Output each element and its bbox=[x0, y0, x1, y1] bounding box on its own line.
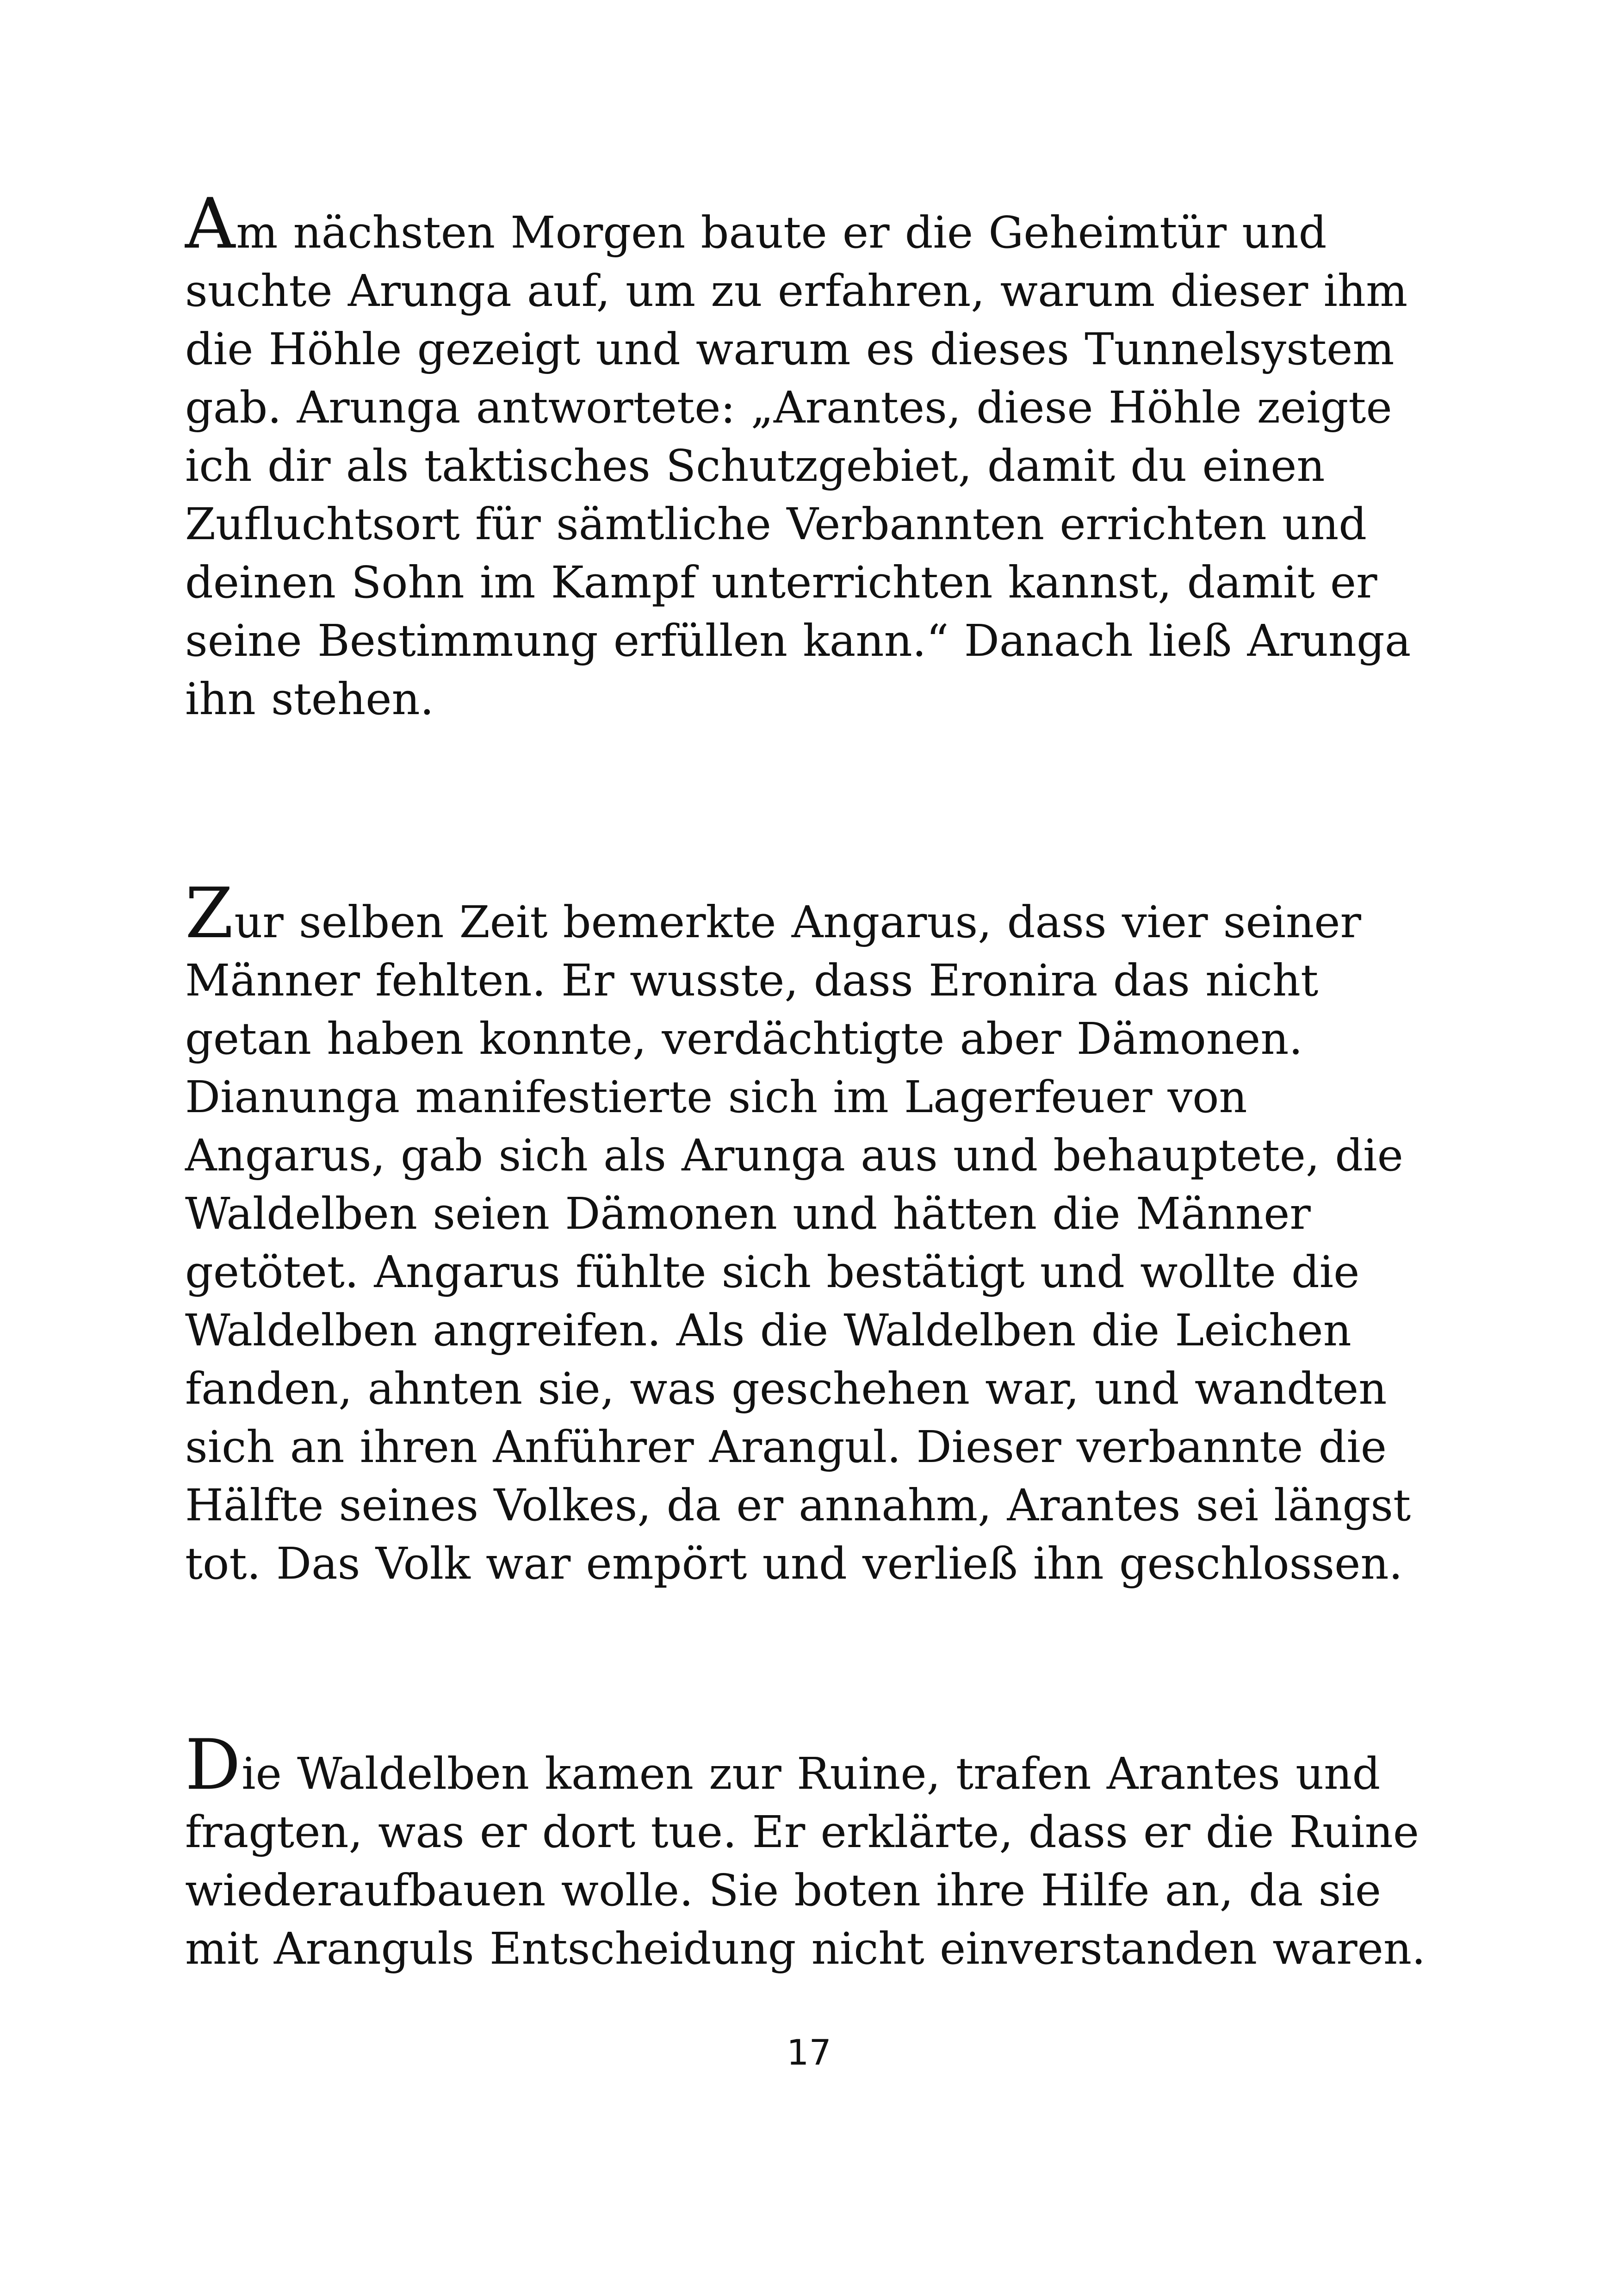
paragraph-line: Hälfte seines Volkes, da er annahm, Arantes sei längst bbox=[185, 1480, 1411, 1531]
paragraph-line: gab. Arunga antwortete: „Arantes, diese Höhle zeigte bbox=[185, 382, 1392, 433]
paragraph-line: getötet. Angarus fühlte sich bestätigt und wollte die bbox=[185, 1247, 1360, 1298]
paragraph-line: Waldelben angreifen. Als die Waldelben die Leichen bbox=[185, 1305, 1351, 1356]
paragraph-line: Waldelben seien Dämonen und hätten die Männer bbox=[185, 1188, 1311, 1239]
line-text: m nächsten Morgen baute er die Geheimtür und bbox=[236, 207, 1327, 258]
drop-cap-initial: Z bbox=[185, 873, 234, 954]
paragraph-line: fragten, was er dort tue. Er erklärte, dass er die Ruine bbox=[185, 1807, 1419, 1858]
paragraph-line: ich dir als taktisches Schutzgebiet, damit du einen bbox=[185, 441, 1325, 492]
paragraph-2 bbox=[185, 873, 1462, 1593]
paragraph-line bbox=[185, 184, 1462, 264]
paragraph-line: getan haben konnte, verdächtigte aber Dämonen. bbox=[185, 1014, 1303, 1064]
paragraph-line: Männer fehlten. Er wusste, dass Eronira das nicht bbox=[185, 955, 1319, 1006]
paragraph-line: Angarus, gab sich als Arunga aus und behauptete, die bbox=[185, 1130, 1403, 1181]
paragraph-line: sich an ihren Anführer Arangul. Dieser verbannte die bbox=[185, 1422, 1387, 1473]
paragraph-line bbox=[185, 873, 1462, 954]
line-text: ur selben Zeit bemerkte Angarus, dass vier seiner bbox=[234, 897, 1361, 948]
paragraph-line: mit Aranguls Entscheidung nicht einverstanden waren. bbox=[185, 1923, 1426, 1974]
paragraph-line: deinen Sohn im Kampf unterrichten kannst, damit er bbox=[185, 557, 1377, 608]
paragraph-line bbox=[185, 1725, 1462, 1805]
paragraph-line: fanden, ahnten sie, was geschehen war, und wandten bbox=[185, 1363, 1387, 1414]
paragraph-line: Dianunga manifestierte sich im Lagerfeuer von bbox=[185, 1072, 1247, 1123]
paragraph-line: ihn stehen. bbox=[185, 674, 434, 725]
paragraph-line: Zufluchtsort für sämtliche Verbannten errichten und bbox=[185, 499, 1367, 550]
paragraph-3 bbox=[185, 1725, 1462, 1978]
paragraph-line: seine Bestimmung erfüllen kann.“ Danach ließ Arunga bbox=[185, 616, 1411, 666]
paragraph-line: wiederaufbauen wolle. Sie boten ihre Hilfe an, da sie bbox=[185, 1865, 1381, 1916]
page-number: 17 bbox=[787, 2032, 831, 2073]
drop-cap-initial: A bbox=[185, 184, 236, 264]
paragraph-line: tot. Das Volk war empört und verließ ihn geschlossen. bbox=[185, 1538, 1403, 1589]
drop-cap-initial: D bbox=[185, 1725, 241, 1805]
paragraph-1 bbox=[185, 184, 1462, 728]
line-text: ie Waldelben kamen zur Ruine, trafen Arantes und bbox=[242, 1748, 1381, 1799]
paragraph-line: die Höhle gezeigt und warum es dieses Tunnelsystem bbox=[185, 324, 1395, 375]
paragraph-line: suchte Arunga auf, um zu erfahren, warum dieser ihm bbox=[185, 266, 1408, 317]
